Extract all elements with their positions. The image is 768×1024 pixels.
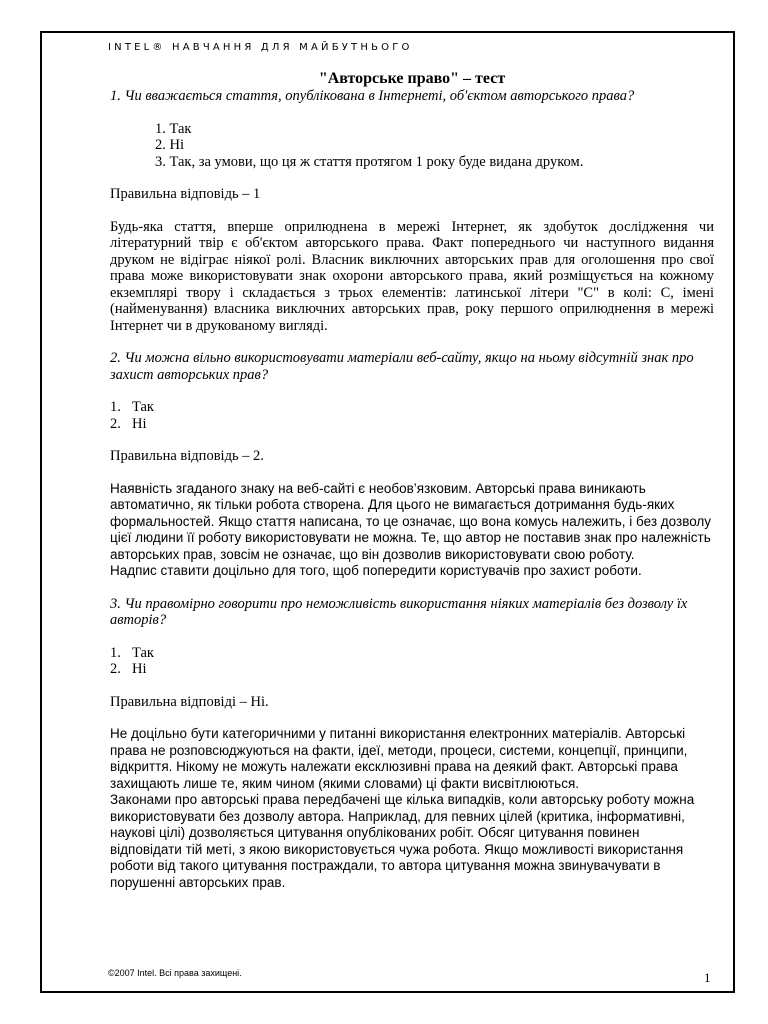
option [110, 661, 714, 678]
question-2: 2. Чи можна вільно використовувати матеріали веб-сайту, якщо на ньому відсутній знак про захист авторських прав? [110, 350, 694, 383]
question-3: 3. Чи правомірно говорити про неможливість використання ніяких матеріалів без дозволу їх авторів? [110, 595, 688, 628]
document-body [110, 69, 714, 891]
page-number: 1 [704, 970, 711, 985]
option [110, 399, 714, 416]
answer-1: Правильна відповідь – 1 [110, 186, 261, 202]
option-text: Ні [132, 415, 147, 432]
question-1: 1. Чи вважається стаття, опублікована в Інтернеті, об'єктом авторського права? [110, 88, 635, 104]
option [110, 645, 714, 662]
option: 3. Так, за умови, що ця ж стаття протягом 1 року буде видана друком. [155, 153, 584, 170]
option-number: 2. [110, 415, 121, 432]
option-number: 1. [110, 644, 121, 661]
option: 2. Ні [155, 137, 184, 153]
option [110, 416, 714, 433]
option-text: Так [132, 644, 154, 661]
explanation-1: Будь-яка стаття, вперше оприлюднена в мережі Інтернет, як здобуток дослідження чи літературний твір є об'єктом авторського права. Факт попереднього чи наступного видання друком не відіграє ніякої ролі. Власник виключних авторських прав для оголошення про свої права може використовувати знак охорони авторського права, який розміщується на кожному екземплярі твору і складається з трьох елементів: латинської літери "С" в колі: С, імені (найменування) власника виключних авторських прав, року першого оприлюднення в мережі Інтернет чи в друкованому вигляді. [110, 218, 714, 334]
option-text: Ні [132, 661, 147, 677]
option-text: Так [132, 399, 154, 415]
question-1-options [155, 121, 714, 171]
question-3-options [110, 645, 714, 678]
document-title: "Авторське право" – тест [318, 70, 506, 87]
explanation-3b: Законами про авторські права передбачені ще кілька випадків, коли авторську роботу можна використовувати без дозволу автора. Наприклад, для певних цілей (критика, інформативні, наукові цілі) дозволяється цитування опублікованих робіт. Обсяг цитування повинен відповідати тій меті, з якою використовується чужа робота. Якщо можливості використання роботи від такого цитування постраждали, то автора цитування можна звинувачувати в порушенні авторських прав. [110, 792, 695, 890]
note-2: Надпис ставити доцільно для того, щоб попередити користувачів про захист роботи. [110, 563, 642, 578]
copyright-footer: ©2007 Intel. Всі права захищені. [108, 968, 242, 978]
option: 1. Так [155, 120, 192, 137]
option-number: 2. [110, 661, 121, 677]
answer-3: Правильна відповіді – Ні. [110, 693, 269, 710]
explanation-3a: Не доцільно бути категоричними у питанні використання електронних матеріалів. Авторські права не розповсюджуються на факти, ідеї, методи, процеси, системи, концепції, принципи, відкриття. Нікому не можуть належати ексклюзивні права на деякий факт. Авторські права захищають лише те, яким чином (якими словами) ці факти висвітлюються. [110, 726, 688, 791]
document-header: INTEL® НАВЧАННЯ ДЛЯ МАЙБУТНЬОГО [108, 42, 413, 53]
option-number: 1. [110, 399, 121, 415]
question-2-options [110, 399, 714, 432]
answer-2: Правильна відповідь – 2. [110, 448, 264, 464]
explanation-2: Наявність згаданого знаку на веб-сайті є необов’язковим. Авторські права виникають автоматично, як тільки робота створена. Для цього не вимагається дотримання будь-яких формальностей. Якщо стаття написана, то це означає, що вона комусь належить, і без дозволу цієї людини її роботу використовувати не можна. Те, що автор не поставив знак про належність авторських прав, зовсім не означає, що він дозволив використовувати свою роботу. [110, 480, 712, 562]
